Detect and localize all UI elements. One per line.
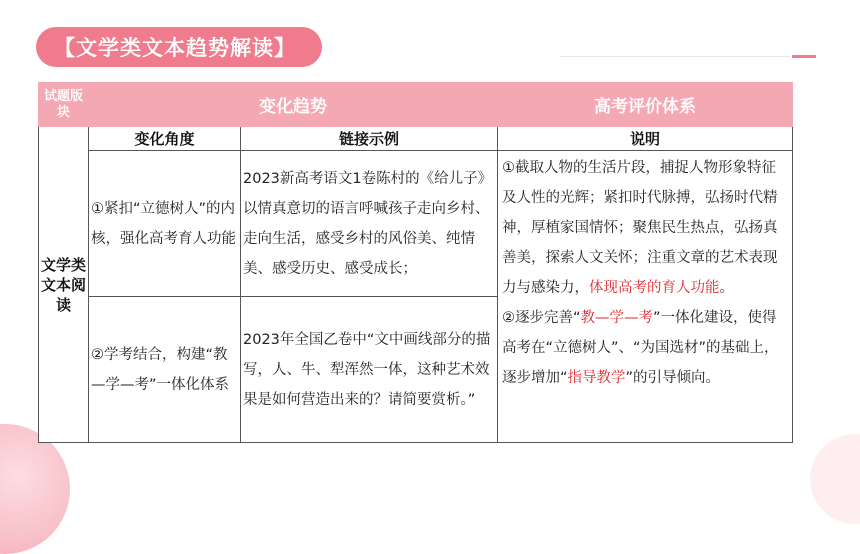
header-section: 试题版块	[39, 83, 89, 127]
subheader-explain: 说明	[498, 127, 793, 151]
explain-p2-text-a: ②逐步完善“	[502, 310, 581, 326]
title-divider-accent	[792, 55, 816, 58]
subheader-angle: 变化角度	[89, 127, 241, 151]
explain-p2-highlight-2: 指导教学	[567, 370, 626, 386]
explain-p2-text-b: ”一体化建设，使得高考在“立德树人”、“为国选材”的基础上，逐步增加“	[502, 310, 779, 386]
row1-example: 2023新高考语文1卷陈村的《给儿子》以情真意切的语言呼喊孩子走向乡村、走向生活，感受乡村的风俗美、纯情美、感受历史、感受成长；	[241, 151, 498, 297]
explain-p2-highlight-1: 教—学—考	[580, 310, 654, 326]
header-eval: 高考评价体系	[498, 83, 793, 127]
decorative-circle-right	[810, 434, 860, 524]
decorative-circle-left	[0, 424, 70, 554]
table-row	[39, 151, 793, 297]
table-header-row	[39, 83, 793, 127]
explain-p1-end: 。	[719, 280, 734, 296]
slide-title: 【文学类文本趋势解读】	[36, 27, 322, 67]
subheader-example: 链接示例	[241, 127, 498, 151]
row2-example: 2023年全国乙卷中“文中画线部分的描写，人、牛、犁浑然一体，这种艺术效果是如何营造出来的？请简要赏析。”	[241, 297, 498, 443]
section-name: 文学类文本阅读	[39, 127, 89, 443]
row1-angle: ①紧扣“立德树人”的内核，强化高考育人功能	[89, 151, 241, 297]
row2-angle: ②学考结合，构建“教—学—考”一体化体系	[89, 297, 241, 443]
explain-p1-highlight: 体现高考的育人功能	[589, 280, 720, 296]
header-trend: 变化趋势	[89, 83, 498, 127]
explain-cell	[498, 151, 793, 443]
explain-p2-text-c: ”的引导倾向。	[625, 370, 721, 386]
table-subheader-row	[39, 127, 793, 151]
explain-p1-text: ①截取人物的生活片段，捕捉人物形象特征及人性的光辉；紧扣时代脉搏，弘扬时代精神，厚植家国情怀；聚焦民生热点，弘扬真善美，探索人文关怀；注重文章的艺术表现力与感染力，	[502, 160, 778, 296]
title-divider-line	[560, 56, 790, 57]
trend-table	[38, 82, 793, 443]
